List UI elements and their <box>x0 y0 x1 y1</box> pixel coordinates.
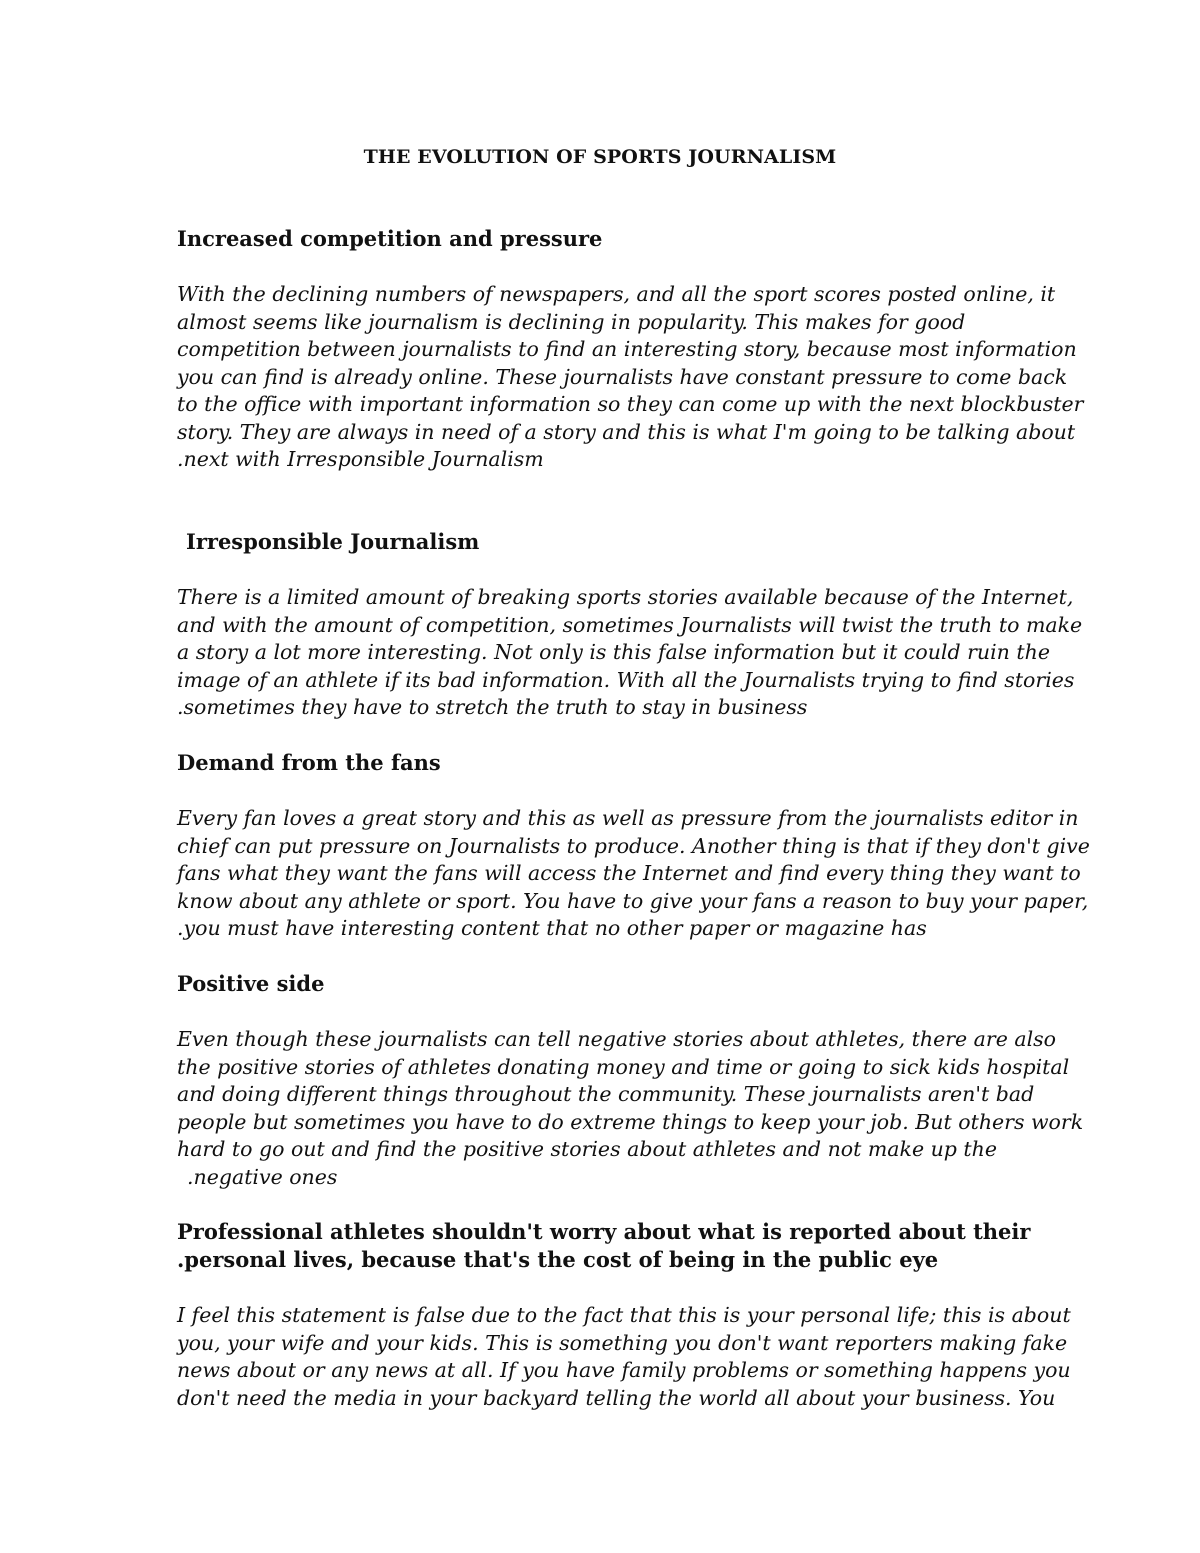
section-body-demand-from-fans <box>177 805 1090 943</box>
body-line: chief can put pressure on Journalists to produce. Another thing is that if they don't give <box>177 833 1090 858</box>
body-line: .negative ones <box>187 1164 338 1189</box>
section-body-positive-side <box>177 1026 1084 1191</box>
section-body-irresponsible-journalism <box>177 584 1083 722</box>
body-line: to the office with important information so they can come up with the next blockbuster <box>177 392 1084 416</box>
body-line: and doing different things throughout the community. These journalists aren't bad <box>177 1082 1035 1106</box>
body-line: the positive stories of athletes donating money and time or going to sick kids hospital <box>177 1054 1070 1079</box>
body-line: .sometimes they have to stretch the truth to stay in business <box>177 695 808 719</box>
section-heading-professional-athletes <box>177 1218 1030 1274</box>
body-line: story. They are always in need of a story and this is what I'm going to be talking about <box>177 419 1076 444</box>
body-line: image of an athlete if its bad information. With all the Journalists trying to find stories <box>177 667 1075 692</box>
body-line: a story a lot more interesting. Not only is this false information but it could ruin the <box>177 640 1050 664</box>
body-line: I feel this statement is false due to the fact that this is your personal life; this is about <box>177 1303 1071 1327</box>
section-body-professional-athletes <box>177 1302 1071 1412</box>
heading-line: Professional athletes shouldn't worry about what is reported about their <box>177 1219 1031 1244</box>
body-line: news about or any news at all. If you have family problems or something happens you <box>177 1358 1071 1382</box>
body-line: With the declining numbers of newspapers, and all the sport scores posted online, it <box>177 282 1056 306</box>
body-line: you can find is already online. These journalists have constant pressure to come back <box>177 364 1068 389</box>
body-line: Even though these journalists can tell negative stories about athletes, there are also <box>177 1027 1056 1051</box>
heading-line: .personal lives, because that's the cost of being in the public eye <box>177 1247 939 1272</box>
body-line: .next with Irresponsible Journalism <box>177 447 544 471</box>
section-heading-increased-competition: Increased competition and pressure <box>177 226 603 251</box>
body-line: competition between journalists to find an interesting story, because most information <box>177 337 1077 361</box>
body-line: know about any athlete or sport. You have to give your fans a reason to buy your paper, <box>177 888 1089 913</box>
body-line: don't need the media in your backyard telling the world all about your business. You <box>177 1385 1056 1410</box>
body-line: you, your wife and your kids. This is something you don't want reporters making fake <box>177 1330 1068 1355</box>
document-title: THE EVOLUTION OF SPORTS JOURNALISM <box>363 146 837 168</box>
body-line: There is a limited amount of breaking sports stories available because of the Internet, <box>177 585 1074 609</box>
section-heading-demand-from-fans: Demand from the fans <box>177 750 441 775</box>
section-heading-positive-side: Positive side <box>177 971 325 996</box>
body-line: and with the amount of competition, sometimes Journalists will twist the truth to make <box>177 612 1083 637</box>
body-line: almost seems like journalism is declining in popularity. This makes for good <box>177 309 966 334</box>
body-line: .you must have interesting content that no other paper or magazine has <box>177 916 927 940</box>
section-body-increased-competition <box>177 281 1084 474</box>
body-line: hard to go out and find the positive stories about athletes and not make up the <box>177 1137 998 1161</box>
body-line: people but sometimes you have to do extreme things to keep your job. But others work <box>177 1109 1084 1134</box>
body-line: Every fan loves a great story and this as well as pressure from the journalists editor in <box>177 806 1079 830</box>
body-line: fans what they want the fans will access the Internet and find every thing they want to <box>177 861 1081 885</box>
section-heading-irresponsible-journalism: Irresponsible Journalism <box>186 529 480 554</box>
